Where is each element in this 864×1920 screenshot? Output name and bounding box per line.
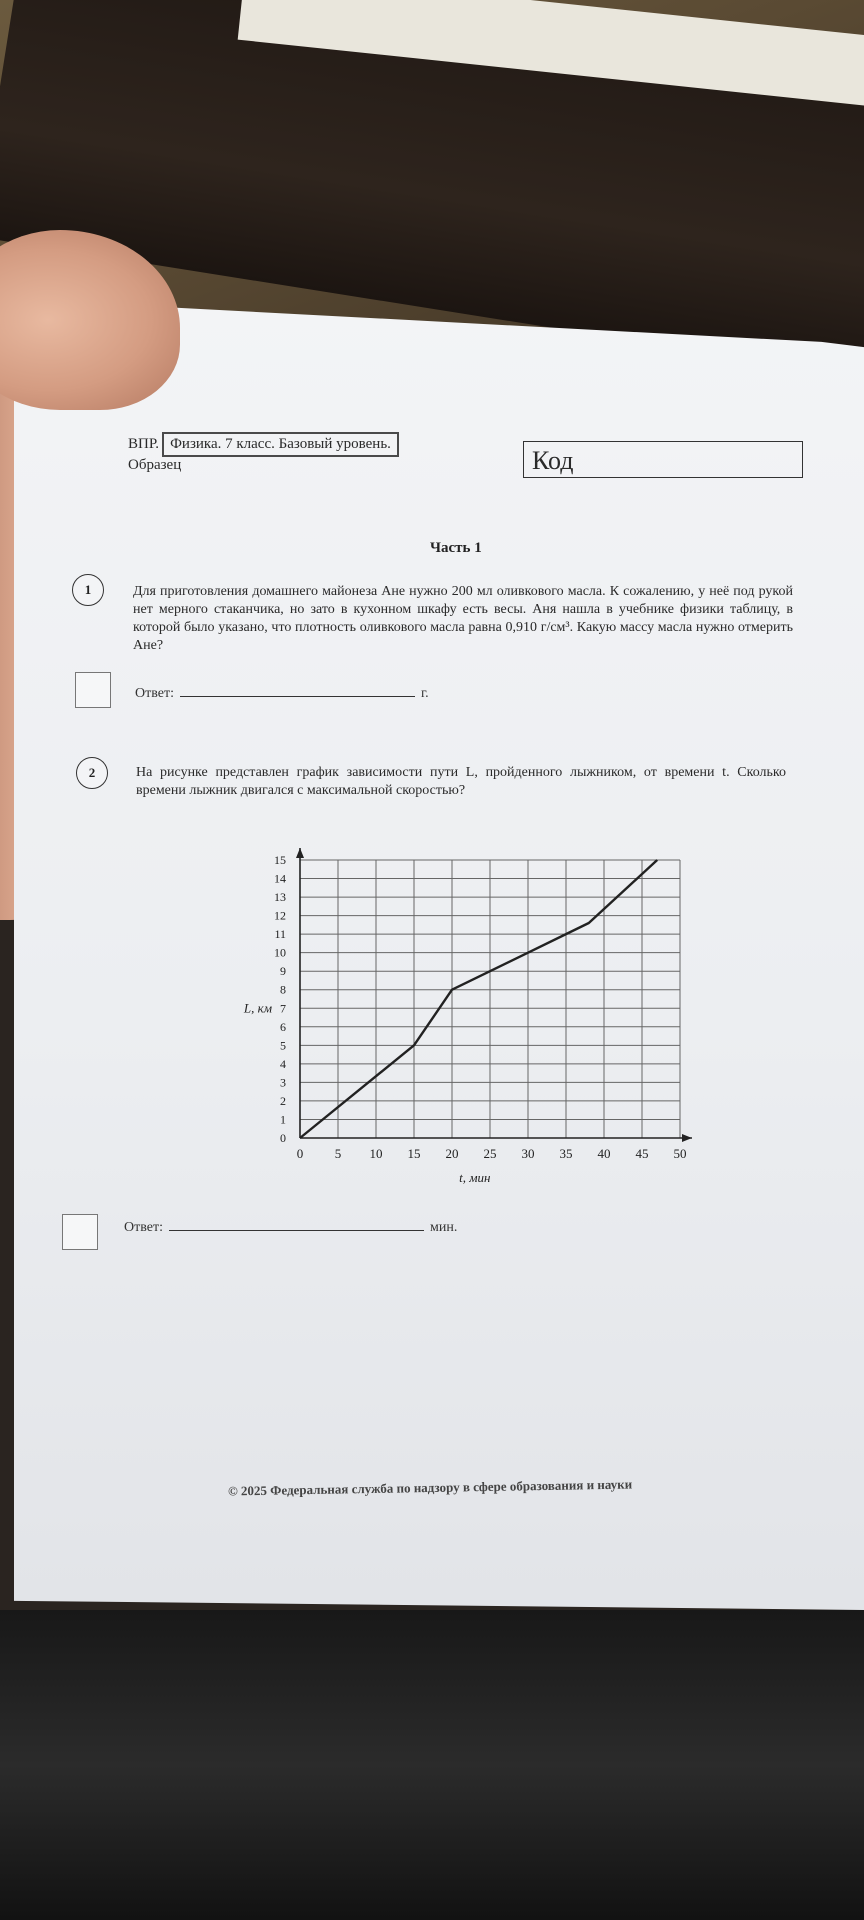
question-2-answer-unit: мин. [429,1220,458,1235]
y-tick-label: 13 [274,890,286,905]
header-sample: Образец [128,457,182,473]
x-tick-label: 40 [597,1146,611,1161]
x-tick-label: 20 [445,1146,459,1161]
y-tick-label: 1 [280,1112,286,1127]
header-title [128,432,399,474]
y-axis-arrow [296,848,304,858]
x-tick-label: 5 [334,1146,342,1161]
y-tick-label: 14 [274,871,286,886]
part-title: Часть 1 [430,540,482,556]
question-1-answer-label: Ответ: [135,686,174,701]
x-tick-label: 45 [635,1146,649,1161]
distance-time-chart [200,820,720,1200]
y-tick-label: 7 [280,1001,286,1016]
y-tick-label: 2 [280,1093,286,1108]
dark-surface [0,1610,864,1920]
question-2-text: На рисунке представлен график зависимости пути L, пройденного лыжником, от времени t. Сколько времени лыжник двигался с максимальной скоростью? [136,765,786,798]
x-tick-label: 30 [521,1146,535,1161]
y-tick-label: 12 [274,908,286,923]
y-tick-label: 0 [280,1131,286,1145]
question-2-answer-box[interactable] [62,1214,98,1250]
y-tick-label: 4 [280,1056,286,1071]
y-tick-label: 11 [274,927,286,942]
question-2-answer-label: Ответ: [124,1220,163,1235]
y-tick-label: 10 [274,945,286,960]
footer-copyright: © 2025 Федеральная служба по надзору в сфере образования и науки [227,1476,633,1499]
x-tick-label: 25 [483,1146,497,1161]
y-tick-label: 5 [280,1038,286,1053]
question-1-answer-line [135,684,429,702]
question-1-text: Для приготовления домашнего майонеза Ане нужно 200 мл оливкового масла. К сожалению, у неё под рукой нет мерного стаканчика, но зато в кухонном шкафу есть весы. Аня нашла в учебнике физики таблицу, в которой было указано, что плотность оливкового масла равна 0,910 г/см³. Какую массу масла нужно отмерить Ане? [133,584,793,653]
question-2-number: 2 [76,757,108,789]
x-axis-arrow [682,1134,692,1142]
x-tick-label: 10 [369,1146,383,1161]
x-tick-label: 50 [673,1146,687,1161]
x-tick-label: 35 [559,1146,573,1161]
question-1-answer-box[interactable] [75,672,111,708]
y-tick-label: 15 [274,853,286,867]
y-tick-label: 8 [280,982,286,997]
y-tick-label: 3 [280,1075,286,1090]
code-field: Код [523,441,803,478]
question-1-answer-input[interactable] [180,684,415,697]
x-axis-label: t, мин [459,1170,491,1185]
question-2-answer-input[interactable] [169,1218,424,1231]
header-subject: Физика. 7 класс. Базовый уровень. [162,432,399,457]
question-2-answer-line [124,1218,457,1236]
y-tick-label: 6 [280,1019,286,1034]
x-tick-label: 0 [296,1146,304,1161]
y-axis-label: L, км [243,1000,272,1016]
x-tick-label: 15 [407,1146,421,1161]
header-prefix: ВПР. [128,436,160,452]
question-1-answer-unit: г. [420,686,429,701]
y-tick-label: 9 [280,964,286,979]
question-1-number: 1 [72,574,104,606]
